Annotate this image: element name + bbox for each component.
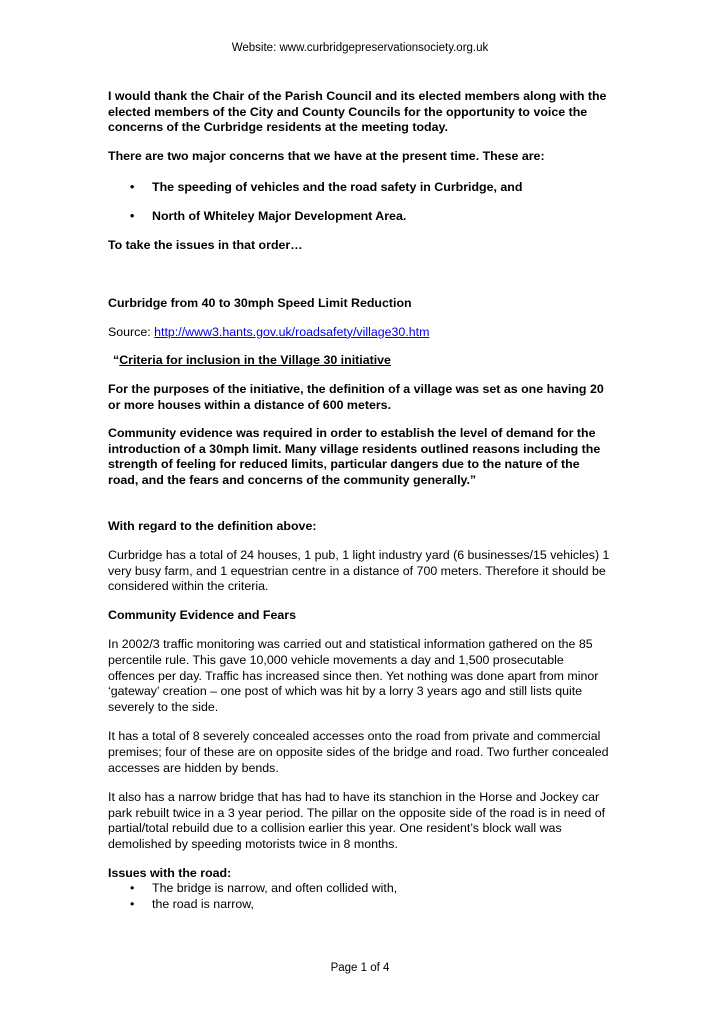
bullet-icon: • [130,881,135,896]
issue-item-text: the road is narrow, [152,896,254,911]
source-label: Source: [108,324,155,339]
source-link[interactable]: http://www3.hants.gov.uk/roadsafety/village30.htm [154,324,430,339]
bullet-icon: • [130,208,135,223]
bullet-icon: • [130,896,135,911]
source-line [108,325,613,341]
quote-heading-text: Criteria for inclusion in the Village 30 initiative [119,353,391,368]
issue-item [108,881,613,897]
bullet-icon: • [130,180,135,195]
section-heading-issues: Issues with the road: [108,865,232,880]
section-heading-speed-limit: Curbridge from 40 to 30mph Speed Limit Reduction [108,296,412,311]
order-statement: To take the issues in that order… [108,237,303,252]
quote-paragraph-1: For the purposes of the initiative, the definition of a village was set as one having 20 or more houses within a distance of 600 meters. [108,381,604,412]
evidence-paragraph-2: It has a total of 8 severely concealed accesses onto the road from private and commercial premises; four of these are on opposite sides of the bridge and road. Two further concealed accesses are hidden by bends. [108,729,609,775]
section-heading-evidence: Community Evidence and Fears [108,607,296,622]
quote-paragraph-2: Community evidence was required in order to establish the level of demand for the introduction of a 30mph limit. Many village residents outlined reasons including the strength of feeling for reduced limits, particular dangers due to the nature of the road, and the fears and concerns of the community generally.” [108,426,601,487]
issue-item-text: The bridge is narrow, and often collided with, [152,881,398,896]
quote-open-mark: “ [113,353,120,368]
page-footer-number: Page 1 of 4 [330,962,390,974]
concern-item-text: The speeding of vehicles and the road safety in Curbridge, and [152,180,523,195]
page-header-website: Website: www.curbridgepreservationsociety.org.uk [231,42,489,54]
concern-item-text: North of Whiteley Major Development Area. [152,208,407,223]
concern-item [108,209,613,225]
concern-item [108,180,613,196]
intro-thanks: I would thank the Chair of the Parish Council and its elected members along with the elected members of the City and County Councils for the opportunity to voice the concerns of the Curbridge residents at the meeting today. [108,89,607,135]
section-heading-definition: With regard to the definition above: [108,518,317,533]
evidence-paragraph-1: In 2002/3 traffic monitoring was carried out and statistical information gathered on the 85 percentile rule. This gave 10,000 vehicle movements a day and 1,500 prosecutable offences per day. Traffic has increased since then. Yet nothing was done apart from minor ‘gateway’ creation – one post of which was hit by a lorry 3 years ago and still lists quite severely to the side. [108,637,599,714]
quote-heading [108,353,613,369]
document-body [108,89,613,912]
definition-text: Curbridge has a total of 24 houses, 1 pub, 1 light industry yard (6 businesses/15 vehicles) 1 very busy farm, and 1 equestrian centre in a distance of 700 meters. Therefore it should be considered within the criteria. [108,548,610,594]
concerns-lead: There are two major concerns that we have at the present time. These are: [108,148,545,163]
issue-item [108,897,613,913]
evidence-paragraph-3: It also has a narrow bridge that has had to have its stanchion in the Horse and Jockey car park rebuilt twice in a 3 year period. The pillar on the opposite side of the road is in need of partial/total rebuild due to a collision earlier this year. One resident’s block wall was demolished by speeding motorists twice in 8 months. [108,790,606,851]
